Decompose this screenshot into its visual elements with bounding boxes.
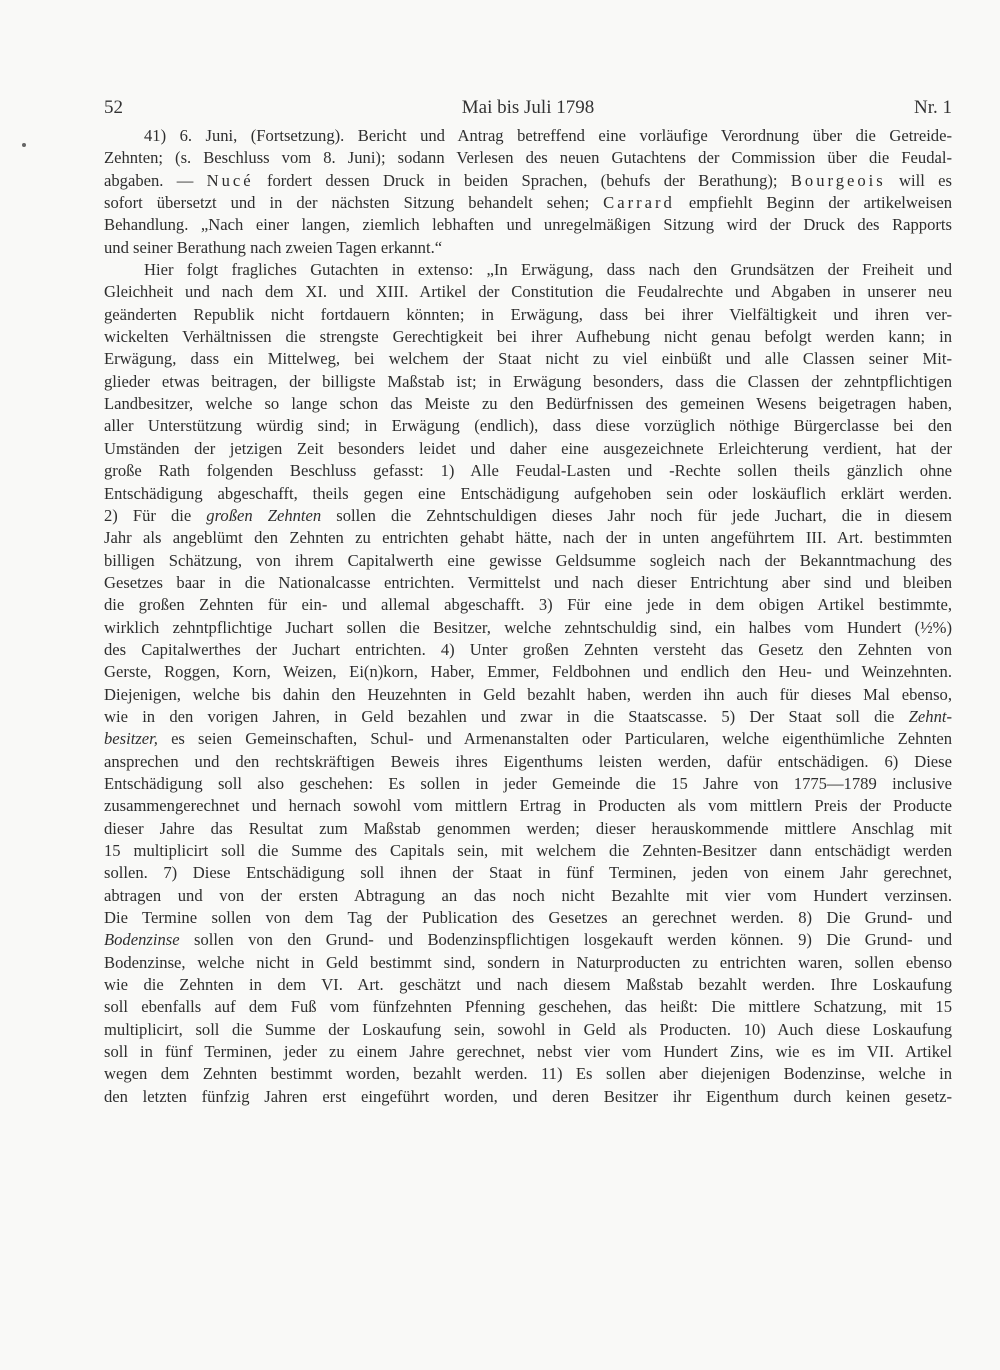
italic-term: besitzer, xyxy=(104,729,158,749)
text-line: Entschädigung soll also geschehen: Es sollen in jeder Gemeinde die 15 Jahre von 1775—1789 inclusive xyxy=(104,773,952,793)
text-line-mixed xyxy=(104,505,952,527)
text-segment: wie in den vorigen Jahren, in Geld bezahlen und zwar in die Staatscasse. 5) Der Staat soll die xyxy=(104,706,909,726)
text-line: soll ebenfalls auf dem Fuß vom fünfzehnten Pfenning geschehen, das heißt: Die mittlere Schatzung, mit 15 xyxy=(104,997,952,1017)
text-line: billigen Schätzung, von ihrem Capitalwerth eine gewisse Geldsumme sogleich nach der Bekanntmachung des xyxy=(104,550,952,570)
italic-term: großen Zehnten xyxy=(206,505,322,525)
body-text xyxy=(104,125,952,1108)
text-line: abgaben. — Nucé fordert dessen Druck in beiden Sprachen, (behufs der Berathung); Bourgeois will es xyxy=(104,170,952,190)
text-line: zusammengerechnet und hernach sowohl vom mittlern Ertrag in Producten als vom mittlern Preis der Producte xyxy=(104,796,952,816)
text-line: multiplicirt, soll die Summe der Loskaufung sein, sowohl in Geld als Producten. 10) Auch diese Loskaufung xyxy=(104,1019,952,1039)
text-line: Bodenzinse, welche nicht in Geld bestimmt sind, sondern in Naturproducten zu entrichten waren, sollen ebenso xyxy=(104,952,952,972)
text-line: ansprechen und den rechtskräftigen Beweis ihres Eigenthums leisten werden, dafür entschädigen. 6) Diese xyxy=(104,751,952,771)
spaced-name: Nucé xyxy=(206,170,254,190)
running-title: Mai bis Juli 1798 xyxy=(461,97,595,118)
text-line: dieser Jahre das Resultat zum Maßstab genommen werden; dieser herauskommende mittlere Anschlag mit xyxy=(104,818,952,838)
issue-number: Nr. 1 xyxy=(914,97,952,118)
text-line: Die Termine sollen von dem Tag der Publication des Gesetzes an gerechnet werden. 8) Die Grund- und xyxy=(104,908,952,928)
text-line: glieder etwas beitragen, der billigste Maßstab ist; in Erwägung besonders, dass die Classen der zehntpflichtigen xyxy=(104,371,952,391)
italic-term: Zehnt- xyxy=(908,706,952,726)
text-line: Gerste, Roggen, Korn, Weizen, Ei(n)korn, Haber, Emmer, Feldbohnen und endlich den Heu- und Weinzehnten. xyxy=(104,662,952,682)
text-segment: es seien Gemeinschaften, Schul- und Armenanstalten oder Particularen, welche eigenthümliche Zehnten xyxy=(157,729,952,749)
text-line: den letzten fünfzig Jahren erst eingeführt worden, und deren Besitzer ihr Eigenthum durch keinen gesetz- xyxy=(104,1086,952,1106)
running-header xyxy=(104,97,952,123)
text-line: wie die Zehnten in dem VI. Art. geschätzt und nach diesem Maßstab bezahlt werden. Ihre Loskaufung xyxy=(104,975,952,995)
text-line: Zehnten; (s. Beschluss vom 8. Juni); sodann Verlesen des neuen Gutachtens der Commission über die Feudal- xyxy=(104,148,952,168)
text-segment: sollen die Zehntschuldigen dieses Jahr noch für jede Juchart, die in diesem xyxy=(321,505,952,525)
spaced-name: Carrard xyxy=(603,193,675,213)
text-line: wirklich zehntpflichtige Juchart sollen die Besitzer, welche zehntschuldig sind, ein halbes vom Hundert (½%) xyxy=(104,617,952,637)
text-line: abtragen und von der ersten Abtragung an das noch nicht Bezahlte mit vier vom Hundert verzinsen. xyxy=(104,885,952,905)
text-line: Jahr als angeblümt den Zehnten zu entrichten gehabt hätte, nach der in unten angeführtem III. Art. bestimmten xyxy=(104,528,952,548)
text-line: Entschädigung abgeschafft, theils gegen eine Entschädigung aufgehoben sein oder loskäuflich erklärt werden. xyxy=(104,483,952,503)
text-line: soll in fünf Terminen, jeder zu einem Jahre gerechnet, nebst vier vom Hundert Zins, wie es im VII. Artikel xyxy=(104,1042,952,1062)
text-line-mixed xyxy=(104,929,952,951)
text-line: Umständen der jetzigen Zeit besonders leidet und daher eine ausgezeichnete Erleichterung verdient, hat der xyxy=(104,438,952,458)
text-line: Gleichheit und nach dem XI. und XIII. Artikel der Constitution die Feudalrechte und Abgaben in unserer neu xyxy=(104,282,952,302)
text-line-mixed xyxy=(104,706,952,728)
text-line: Hier folgt fragliches Gutachten in extenso: „In Erwägung, dass nach den Grundsätzen der Freiheit und xyxy=(144,260,952,280)
text-segment: 2) Für die xyxy=(104,505,207,525)
text-line: 41) 6. Juni, (Fortsetzung). Bericht und Antrag betreffend eine vorläufige Verordnung über die Getreide- xyxy=(144,126,952,145)
text-line: 15 multiplicirt soll die Summe des Capitals sein, mit welchem die Zehnten-Besitzer dann entschädigt werden xyxy=(104,841,952,860)
text-line: des Capitalwerthes der Juchart entrichten. 4) Unter großen Zehnten versteht das Gesetz den Zehnten von xyxy=(104,639,952,659)
text-line: Landbesitzer, welche so lange schon das Meiste zu den Bedürfnissen des gemeinen Wesens beigetragen haben, xyxy=(104,394,952,414)
text-line: sollen. 7) Diese Entschädigung soll ihnen der Staat in fünf Terminen, jeden von einem Jahr gerechnet, xyxy=(104,863,952,883)
text-line: geänderten Republik nicht fortdauern könnten; in Erwägung, dass bei ihrer Vielfältigkeit und ihren ver- xyxy=(104,304,952,324)
text-line: aller Unterstützung würdig sind; in Erwägung (endlich), dass diese vorzüglich nöthige Bürgerclasse bei den xyxy=(104,416,952,436)
text-line: wegen dem Zehnten bestimmt worden, bezahlt werden. 11) Es sollen aber diejenigen Bodenzinse, welche in xyxy=(104,1064,952,1084)
italic-term: Bodenzinse xyxy=(104,930,180,950)
text-line: und seiner Berathung nach zweien Tagen erkannt.“ xyxy=(104,237,443,257)
text-line: große Rath folgenden Beschluss gefasst: 1) Alle Feudal-Lasten und -Rechte sollen theils gänzlich ohne xyxy=(104,461,952,481)
text-line: die großen Zehnten für ein- und allemal abgeschafft. 3) Für eine jede in dem obigen Artikel bestimmte, xyxy=(104,595,952,615)
scan-speck xyxy=(22,143,26,147)
text-line: Erwägung, dass ein Mittelweg, bei welchem der Staat nicht zu viel einbüßt und alle Classen seiner Mit- xyxy=(104,349,952,369)
text-line: Gesetzes baar in die Nationalcasse entrichten. Vermittelst und nach dieser Entrichtung aber sind und bleiben xyxy=(104,572,952,592)
text-segment: sollen von den Grund- und Bodenzinspflichtigen losgekauft werden können. 9) Die Grund- und xyxy=(179,930,952,950)
text-line-mixed xyxy=(104,728,952,750)
text-line: Diejenigen, welche bis dahin den Heuzehnten in Geld bezahlt haben, werden ihn auch für dieses Mal ebenso, xyxy=(104,684,952,704)
text-line: Behandlung. „Nach einer langen, ziemlich lebhaften und unregelmäßigen Sitzung wird der Druck des Rapports xyxy=(104,215,952,235)
spaced-name: Bourgeois xyxy=(790,170,886,190)
text-line: wickelten Verhältnissen die strengste Gerechtigkeit bei ihrer Aufhebung nicht genau befolgt werden kann; in xyxy=(104,327,952,347)
text-line: sofort übersetzt und in der nächsten Sitzung behandelt sehen; Carrard empfiehlt Beginn der artikelweisen xyxy=(104,193,952,213)
page-number: 52 xyxy=(104,97,123,118)
